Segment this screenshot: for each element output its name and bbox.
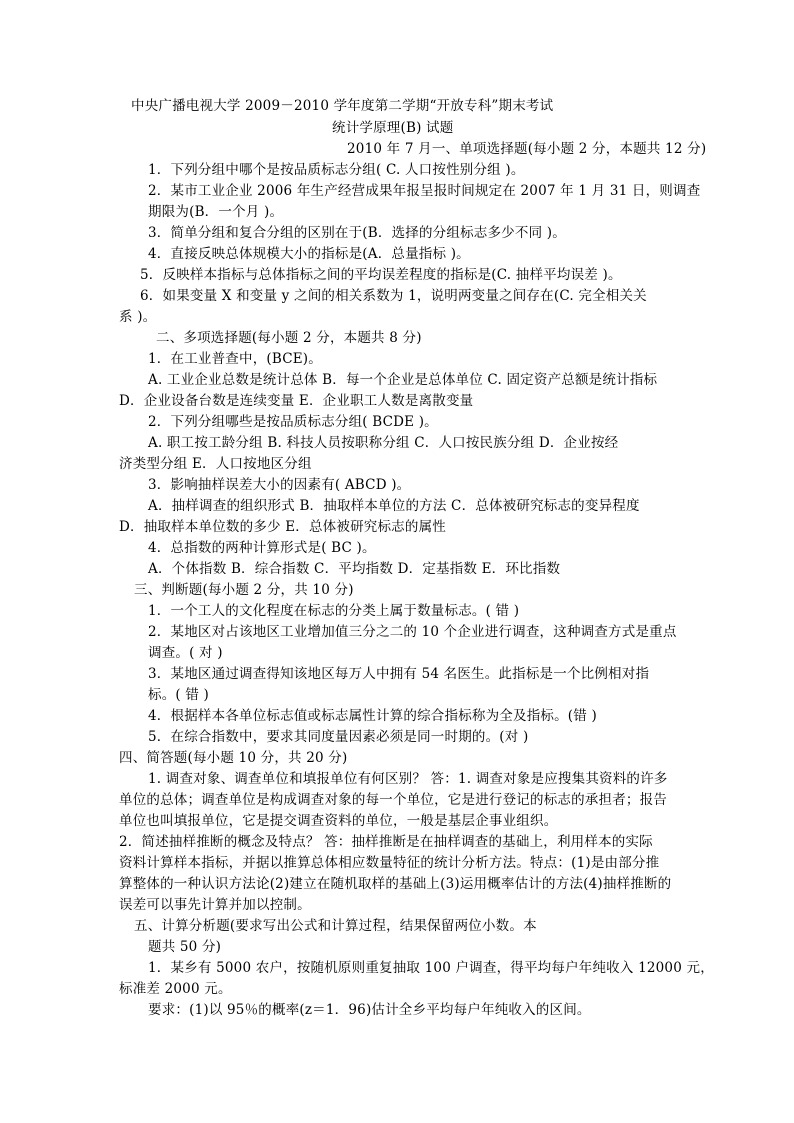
s1-question-4: 4．直接反映总体规模大小的指标是(A．总量指标 )。: [148, 246, 470, 262]
s5-question-1-cont: 标准差 2000 元。: [119, 981, 232, 997]
s5-question-1-requirement: 要求：(1)以 95％的概率(z＝1．96)估计全乡平均每户年纯收入的区间。: [148, 1002, 591, 1018]
s2-question-1: 1．在工业普查中，(BCE)。: [148, 351, 322, 367]
s2-question-4: 4．总指数的两种计算形式是( BC )。: [148, 540, 376, 556]
s3-question-2-cont: 调查。( 对 ): [148, 645, 223, 661]
s4-answer-1-line-2: 单位的总体；调查单位是构成调查对象的每一个单位，它是进行登记的标志的承担者；报告: [119, 792, 667, 808]
s3-question-5: 5．在综合指数中，要求其同度量因素必须是同一时期的。(对 ): [148, 729, 529, 745]
s1-question-2: 2．某市工业企业 2006 年生产经营成果年报呈报时间规定在 2007 年 1 月 31 日，则调查: [148, 183, 701, 199]
s4-answer-2-line-3: 算整体的一种认识方法论(2)建立在随机取样的基础上(3)运用概率估计的方法(4)抽样推断的: [119, 876, 672, 892]
s3-question-3-cont: 标。( 错 ): [148, 687, 210, 703]
section3-heading: 三、判断题(每小题 2 分，共 10 分): [134, 582, 354, 598]
s2-question-2-options: A. 职工按工龄分组 B. 科技人员按职称分组 C．人口按民族分组 D．企业按经: [148, 435, 619, 451]
s4-answer-1-line-3: 单位也叫填报单位，它是提交调查资料的单位，一般是基层企事业组织。: [119, 813, 558, 829]
s1-question-1: 1．下列分组中哪个是按品质标志分组( C. 人口按性别分组 )。: [148, 162, 525, 178]
s2-question-2: 2．下列分组哪些是按品质标志分组( BCDE )。: [148, 414, 438, 430]
s3-question-3: 3．某地区通过调查得知该地区每万人中拥有 54 名医生。此指标是一个比例相对指: [148, 666, 650, 682]
exam-subject: 统计学原理(B) 试题: [332, 120, 454, 136]
s2-question-3: 3．影响抽样误差大小的因素有( ABCD )。: [148, 477, 411, 493]
section5-heading: 五、计算分析题(要求写出公式和计算过程，结果保留两位小数。本: [134, 918, 537, 934]
s2-question-4-options: A．个体指数 B．综合指数 C．平均指数 D．定基指数 E．环比指数: [148, 561, 561, 577]
s2-question-1-options-cont: D．企业设备台数是连续变量 E．企业职工人数是离散变量: [119, 393, 474, 409]
s3-question-4: 4．根据样本各单位标志值或标志属性计算的综合指标称为全及指标。(错 ): [148, 708, 597, 724]
s5-question-1: 1．某乡有 5000 农户，按随机原则重复抽取 100 户调查，得平均每户年纯收入 12000 元，: [148, 960, 714, 976]
s2-question-1-options: A. 工业企业总数是统计总体 B．每一个企业是总体单位 C. 固定资产总额是统计指标: [148, 372, 658, 388]
s4-answer-2-line-2: 资料计算样本指标，并据以推算总体相应数量特征的统计分析方法。特点：(1)是由部分推: [119, 855, 660, 871]
s1-question-2-cont: 期限为(B．一个月 )。: [148, 204, 284, 220]
s3-question-1: 1．一个工人的文化程度在标志的分类上属于数量标志。( 错 ): [148, 603, 520, 619]
s3-question-2: 2．某地区对占该地区工业增加值三分之二的 10 个企业进行调查，这种调查方式是重点: [148, 624, 677, 640]
s4-answer-1-line-1: 1. 调查对象、调查单位和填报单位有何区别？ 答：1. 调查对象是应搜集其资料的许多: [148, 771, 668, 787]
s4-answer-2-line-4: 误差可以事先计算并加以控制。: [119, 897, 311, 913]
s2-question-3-options-cont: D．抽取样本单位数的多少 E．总体被研究标志的属性: [119, 519, 446, 535]
section5-heading-cont: 题共 50 分): [148, 939, 222, 955]
s1-question-6: 6．如果变量 X 和变量 y 之间的相关系数为 1，说明两变量之间存在(C. 完全相关关: [140, 288, 647, 304]
section1-heading: 2010 年 7 月一、单项选择题(每小题 2 分，本题共 12 分): [347, 141, 707, 157]
s4-answer-2-line-1: 2．简述抽样推断的概念及特点？ 答：抽样推断是在抽样调查的基础上，利用样本的实际: [119, 834, 653, 850]
section2-heading: 二、多项选择题(每小题 2 分，本题共 8 分): [156, 330, 422, 346]
s1-question-3: 3．简单分组和复合分组的区别在于(B．选择的分组标志多少不同 )。: [148, 225, 566, 241]
section4-heading: 四、简答题(每小题 10 分，共 20 分): [119, 750, 348, 766]
s1-question-6-cont: 系 )。: [119, 309, 157, 325]
s1-question-5: 5．反映样本指标与总体指标之间的平均误差程度的指标是(C. 抽样平均误差 )。: [140, 267, 622, 283]
s2-question-3-options: A．抽样调查的组织形式 B．抽取样本单位的方法 C．总体被研究标志的变异程度: [148, 498, 640, 514]
exam-title: 中央广播电视大学 2009－2010 学年度第二学期“开放专科”期末考试: [131, 98, 554, 114]
s2-question-2-options-cont: 济类型分组 E．人口按地区分组: [119, 456, 312, 472]
